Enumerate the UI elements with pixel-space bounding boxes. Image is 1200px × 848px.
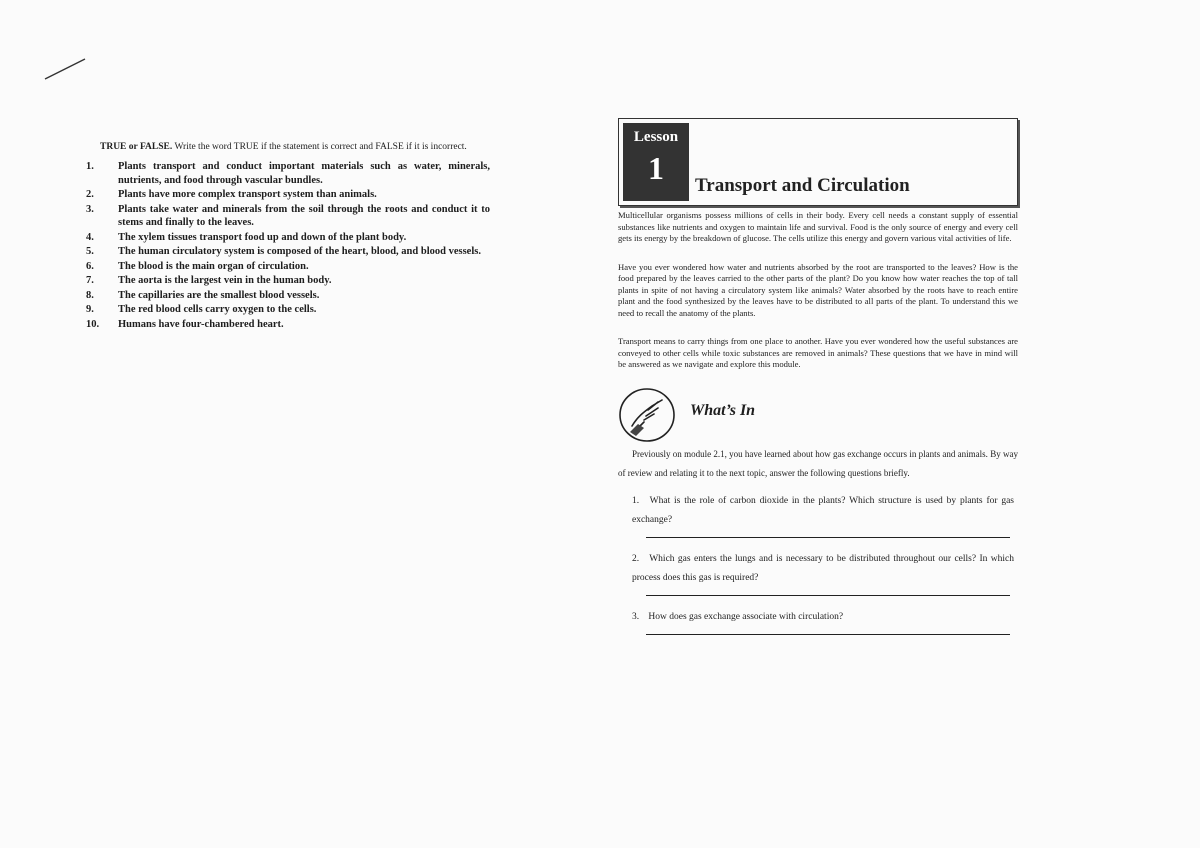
- lesson-number: 1: [648, 150, 664, 186]
- list-item: [86, 203, 500, 230]
- item-number: 10.: [86, 318, 100, 330]
- list-item: [632, 608, 1014, 627]
- item-statement: Humans have four-chambered heart.: [118, 318, 284, 330]
- item-number: 4.: [86, 231, 94, 243]
- question-text: How does gas exchange associate with circulation?: [648, 611, 844, 622]
- item-statement: The aorta is the largest vein in the human body.: [118, 275, 332, 286]
- pen-stroke-mark: [44, 57, 88, 81]
- question-number: 2.: [632, 553, 640, 564]
- item-number: 1.: [86, 161, 94, 172]
- list-item: [86, 231, 500, 245]
- item-number: 8.: [86, 289, 94, 301]
- true-false-page: [86, 140, 500, 332]
- item-statement: The blood is the main organ of circulation.: [118, 260, 309, 272]
- item-statement: Plants have more complex transport system than animals.: [118, 189, 377, 200]
- item-statement: The red blood cells carry oxygen to the cells.: [118, 304, 317, 315]
- list-item: [632, 550, 1014, 588]
- review-questions: [618, 492, 1018, 635]
- instructions-text: Write the word TRUE if the statement is correct and FALSE if it is incorrect.: [172, 142, 467, 152]
- list-item: [86, 160, 500, 187]
- list-item: [632, 492, 1014, 530]
- item-statement: The capillaries are the smallest blood vessels.: [118, 289, 320, 301]
- list-item: [86, 318, 500, 332]
- item-statement: The xylem tissues transport food up and down of the plant body.: [118, 231, 407, 243]
- instructions-heading: TRUE or FALSE.: [100, 142, 173, 152]
- item-statement: The human circulatory system is composed of the heart, blood, and blood vessels.: [118, 246, 481, 257]
- item-number: 5.: [86, 246, 94, 257]
- item-number: 2.: [86, 189, 94, 200]
- whats-in-header: [618, 385, 1018, 445]
- answer-line[interactable]: [646, 594, 1010, 596]
- answer-line[interactable]: [646, 633, 1010, 635]
- whats-in-intro: Previously on module 2.1, you have learned about how gas exchange occurs in plants and animals. By way of review and relating it to the next topic, answer the following questions briefly.: [618, 448, 1018, 478]
- question-number: 1.: [632, 495, 640, 506]
- whats-in-title: What’s In: [690, 401, 756, 419]
- body-paragraph: Have you ever wondered how water and nutrients absorbed by the root are transported to the leaves? How is the food prepared by the leaves carried to the other parts of the plant? Do you know how water reaches the top of tall plants in spite of not having a circulatory system like animals? Water absorbed by the roots have to reach entire plant and the food synthesized by the leaves have to be distributed to all parts of the plant. To understand this we need to recall the anatomy of the plants.: [618, 261, 1018, 318]
- item-number: 7.: [86, 275, 94, 286]
- instructions: [100, 140, 500, 154]
- list-item: [86, 245, 500, 259]
- list-item: [86, 188, 500, 202]
- question-text: Which gas enters the lungs and is necessary to be distributed throughout our cells? In which process does this gas is required?: [632, 553, 1014, 583]
- question-number: 3.: [632, 611, 640, 622]
- hand-icon: [618, 386, 678, 444]
- intro-paragraph: Multicellular organisms possess millions of cells in their body. Every cell needs a constant supply of essential substances like nutrients and oxygen to maintain life and survival. Food is the only source of energy and every cell gets its energy by the breakdown of glucose. The cells utilize this energy and govern various vital activities of life.: [618, 210, 1018, 243]
- lesson-banner: [618, 118, 1018, 206]
- list-item: [86, 303, 500, 317]
- lesson-label: Lesson: [633, 129, 679, 145]
- answer-line[interactable]: [646, 536, 1010, 538]
- lesson-number-box: [623, 123, 689, 201]
- item-statement: Plants take water and minerals from the soil through the roots and conduct it to stems and finally to the leaves.: [118, 203, 490, 228]
- body-paragraph: Transport means to carry things from one place to another. Have you ever wondered how the useful substances are conveyed to other cells while toxic substances are removed in animals? These questions that we have in mind will be answered as we navigate and explore this module.: [618, 336, 1018, 369]
- item-number: 9.: [86, 304, 94, 315]
- question-text: What is the role of carbon dioxide in the plants? Which structure is used by plants for gas exchange?: [632, 495, 1014, 525]
- item-statement: Plants transport and conduct important materials such as water, minerals, nutrients, and food through vascular bundles.: [118, 161, 490, 186]
- list-item: [86, 274, 500, 288]
- list-item: [86, 289, 500, 303]
- lesson-title: Transport and Circulation: [695, 175, 910, 196]
- item-number: 6.: [86, 260, 94, 272]
- item-number: 3.: [86, 203, 94, 215]
- lesson-page: [618, 118, 1018, 647]
- true-false-list: [86, 160, 500, 331]
- list-item: [86, 260, 500, 274]
